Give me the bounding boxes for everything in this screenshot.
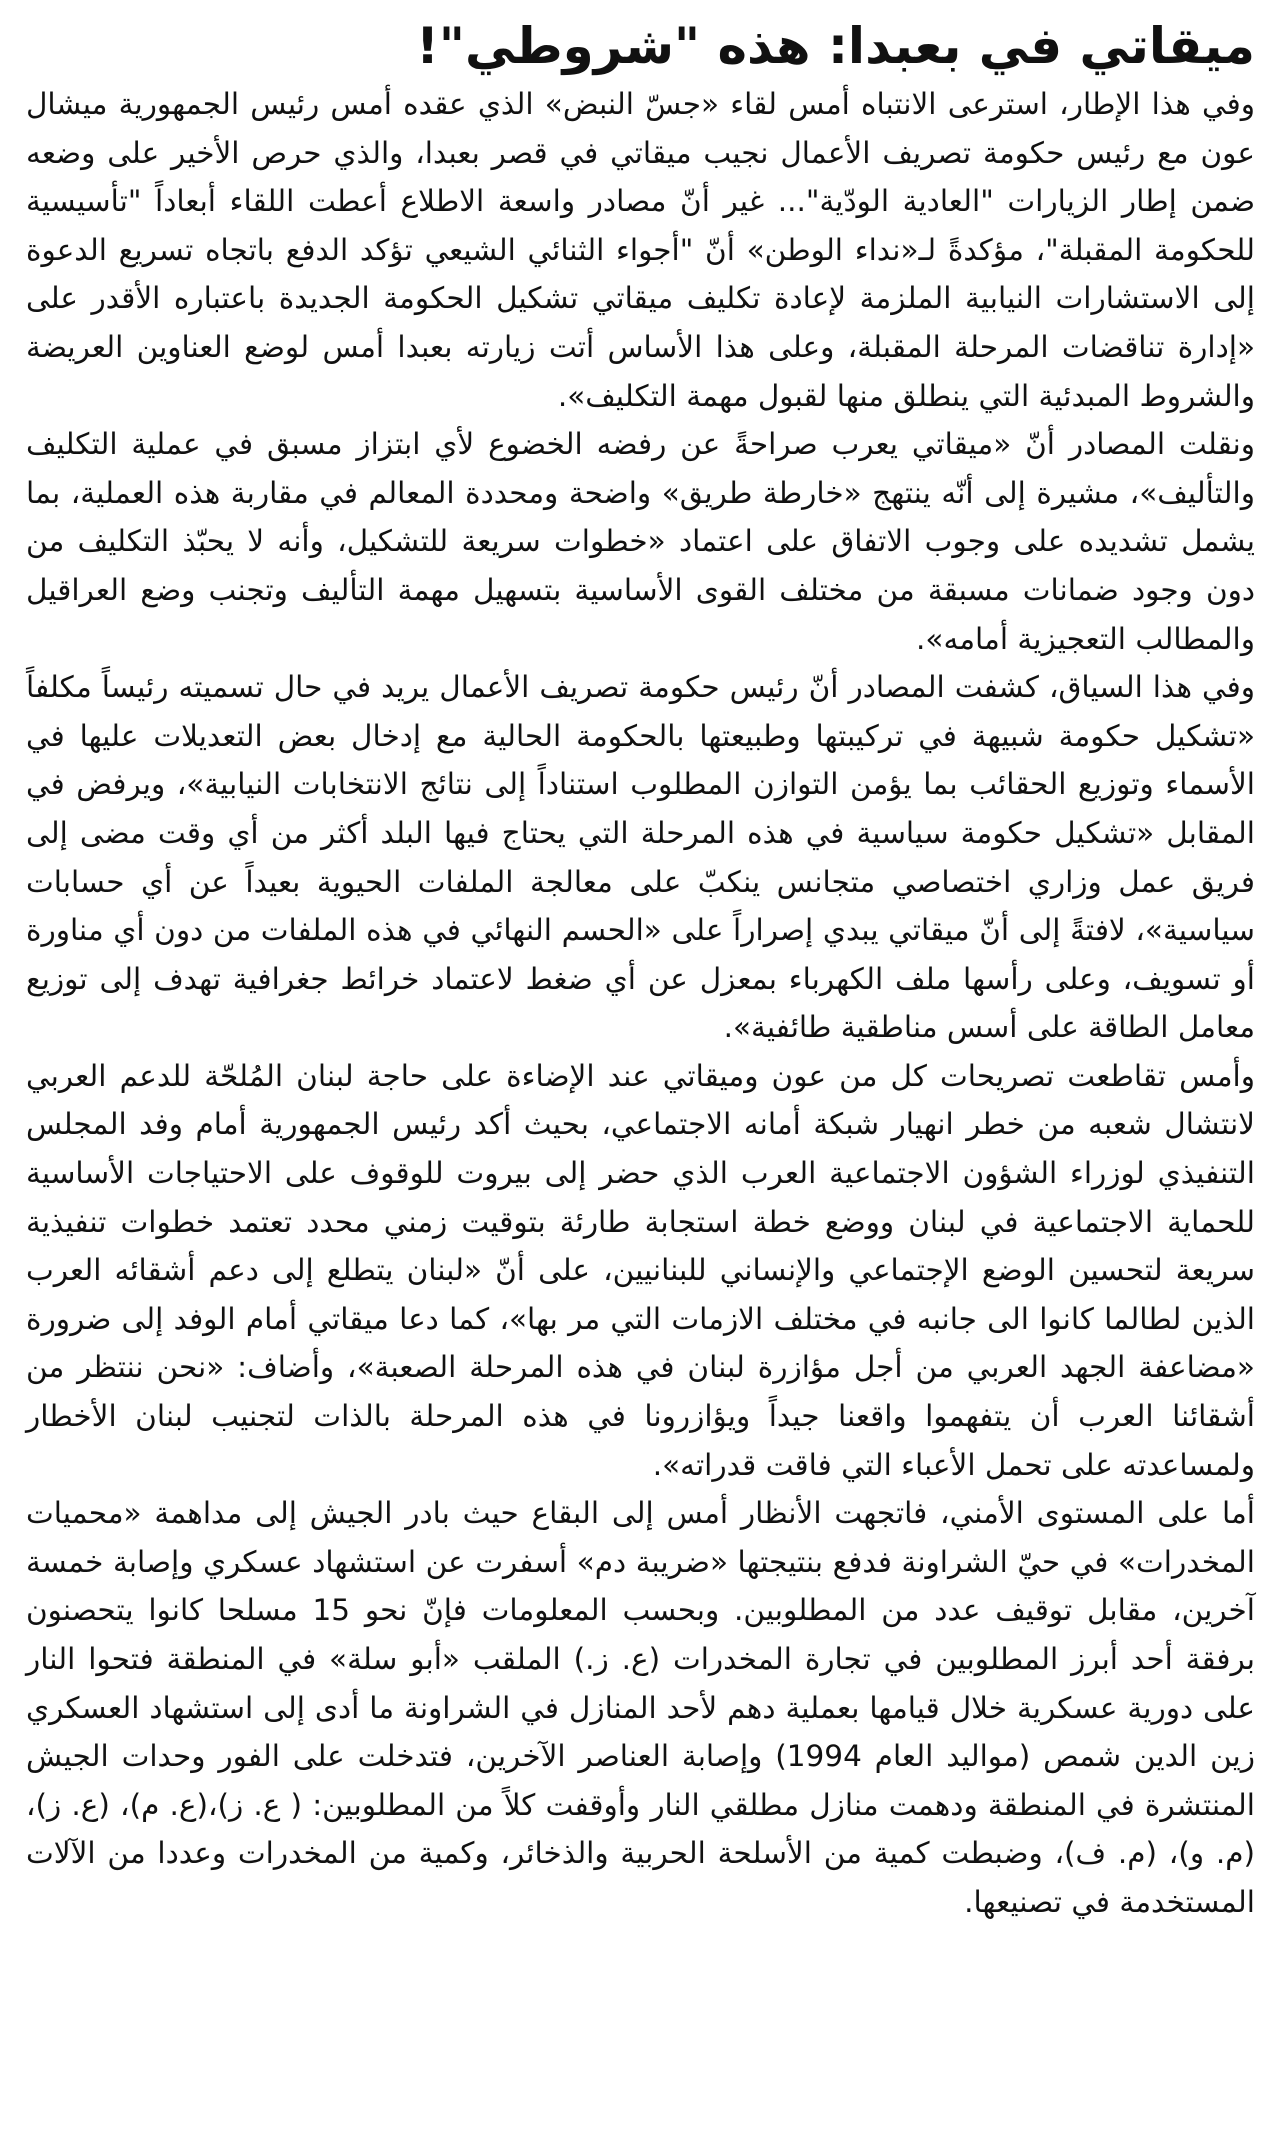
article-headline: ميقاتي في بعبدا: هذه "شروطي"!	[416, 17, 1255, 75]
article-paragraph: وأمس تقاطعت تصريحات كل من عون وميقاتي عند الإضاءة على حاجة لبنان المُلحّة للدعم العربي لانتشال شعبه من خطر انهيار شبكة أمانه الاجتماعي، بحيث أكد رئيس الجمهورية أمام وفد المجلس التنفيذي لوزراء الشؤون الاجتماعية العرب الذي حضر إلى بيروت للوقوف على الاحتياجات الأساسية للحماية الاجتماعية في لبنان ووضع خطة استجابة طارئة بتوقيت زمني محدد تعتمد خطوات تنفيذية سريعة لتحسين الوضع الإجتماعي والإنساني للبنانيين، على أنّ «لبنان يتطلع إلى دعم أشقائه العرب الذين لطالما كانوا الى جانبه في مختلف الازمات التي مر بها»، كما دعا ميقاتي أمام الوفد إلى ضرورة «مضاعفة الجهد العربي من أجل مؤازرة لبنان في هذه المرحلة الصعبة»، وأضاف: «نحن ننتظر من أشقائنا العرب أن يتفهموا واقعنا جيداً ويؤازرونا في هذه المرحلة بالذات لتجنيب لبنان الأخطار ولمساعدته على تحمل الأعباء التي فاقت قدراته».	[26, 1058, 1255, 1482]
article-paragraph: ونقلت المصادر أنّ «ميقاتي يعرب صراحةً عن رفضه الخضوع لأي ابتزاز مسبق في عملية التكليف والتأليف»، مشيرة إلى أنّه ينتهج «خارطة طريق» واضحة ومحددة المعالم في مقاربة هذه العملية، بما يشمل تشديده على وجوب الاتفاق على اعتماد «خطوات سريعة للتشكيل، وأنه لا يحبّذ التكليف من دون وجود ضمانات مسبقة من مختلف القوى الأساسية بتسهيل مهمة التأليف وتجنب وضع العراقيل والمطالب التعجيزية أمامه».	[26, 427, 1255, 656]
article-paragraph: أما على المستوى الأمني، فاتجهت الأنظار أمس إلى البقاع حيث بادر الجيش إلى مداهمة «محميات المخدرات» في حيّ الشراونة فدفع بنتيجتها «ضريبة دم» أسفرت عن استشهاد عسكري وإصابة خمسة آخرين، مقابل توقيف عدد من المطلوبين. وبحسب المعلومات فإنّ نحو 15 مسلحا كانوا يتحصنون برفقة أحد أبرز المطلوبين في تجارة المخدرات (ع. ز.) الملقب «أبو سلة» في المنطقة فتحوا النار على دورية عسكرية خلال قيامها بعملية دهم لأحد المنازل في الشراونة ما أدى إلى استشهاد العسكري زين الدين شمص (مواليد العام 1994) وإصابة العناصر الآخرين، فتدخلت على الفور وحدات الجيش المنتشرة في المنطقة ودهمت منازل مطلقي النار وأوقفت كلاً من المطلوبين: ( ع. ز)،(ع. م)، (ع. ز)، (م. و)، (م. ف)، وضبطت كمية من الأسلحة الحربية والذخائر، وكمية من المخدرات وعددا من الآلات المستخدمة في تصنيعها.	[26, 1496, 1255, 1919]
article-body	[26, 80, 1255, 1927]
article-paragraph: وفي هذا الإطار، استرعى الانتباه أمس لقاء «جسّ النبض» الذي عقده أمس رئيس الجمهورية ميشال عون مع رئيس حكومة تصريف الأعمال نجيب ميقاتي في قصر بعبدا، والذي حرص الأخير على وضعه ضمن إطار الزيارات "العادية الودّية"... غير أنّ مصادر واسعة الاطلاع أعطت اللقاء أبعاداً "تأسيسية للحكومة المقبلة"، مؤكدةً لـ«نداء الوطن» أنّ "أجواء الثنائي الشيعي تؤكد الدفع باتجاه تسريع الدعوة إلى الاستشارات النيابية الملزمة لإعادة تكليف ميقاتي تشكيل الحكومة الجديدة باعتباره الأقدر على «إدارة تناقضات المرحلة المقبلة، وعلى هذا الأساس أتت زيارته بعبدا أمس لوضع العناوين العريضة والشروط المبدئية التي ينطلق منها لقبول مهمة التكليف».	[26, 87, 1255, 413]
article-paragraph: وفي هذا السياق، كشفت المصادر أنّ رئيس حكومة تصريف الأعمال يريد في حال تسميته رئيساً مكلفاً «تشكيل حكومة شبيهة في تركيبتها وطبيعتها بالحكومة الحالية مع إدخال بعض التعديلات عليها في الأسماء وتوزيع الحقائب بما يؤمن التوازن المطلوب استناداً إلى نتائج الانتخابات النيابية»، ويرفض في المقابل «تشكيل حكومة سياسية في هذه المرحلة التي يحتاج فيها البلد أكثر من أي وقت مضى إلى فريق عمل وزاري اختصاصي متجانس ينكبّ على معالجة الملفات الحيوية بعيداً عن أي حسابات سياسية»، لافتةً إلى أنّ ميقاتي يبدي إصراراً على «الحسم النهائي في هذه الملفات من دون أي مناورة أو تسويف، وعلى رأسها ملف الكهرباء بمعزل عن أي ضغط لاعتماد خرائط جغرافية تهدف إلى توزيع معامل الطاقة على أسس مناطقية طائفية».	[26, 670, 1255, 1045]
